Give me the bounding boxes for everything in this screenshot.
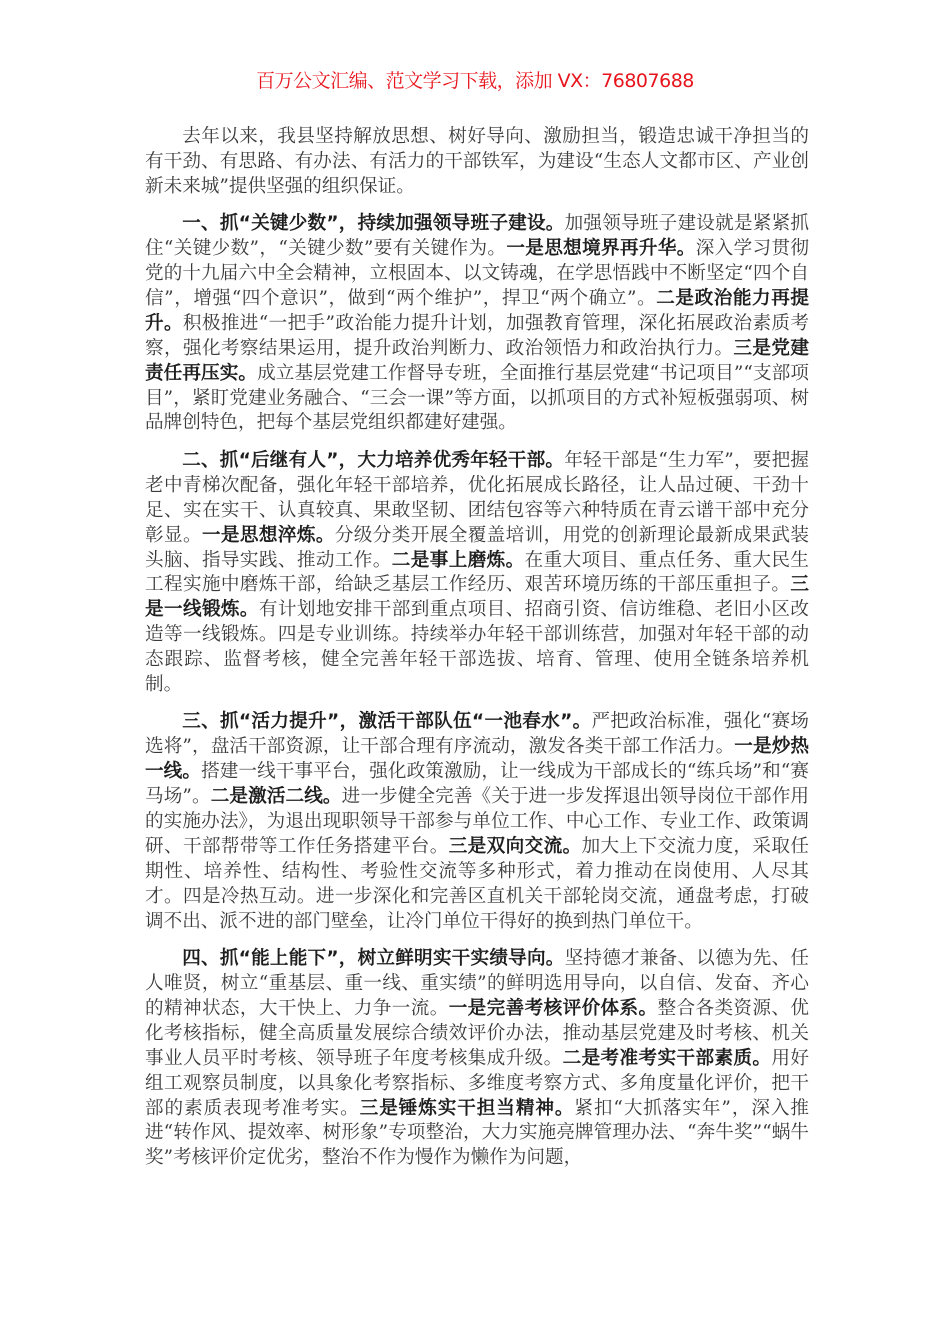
bold-heading-text: 三是锤炼实干担当精神。: [359, 1097, 575, 1119]
body-text: 深入学习贯彻党的十九届六中全会精神，立根固本、以文铸魂，在学思悟践中不断坚定“四个自信”，增强“四个意识”，做到“两个维护”，捍卫“两个确立”。: [145, 238, 809, 309]
body-text: 年轻干部是“生力军”，要把握老中青梯次配备，强化年轻干部培养，优化拓展成长路径，让人品过硬、干劲十足、实在实干、认真较真、果敢坚韧、团结包容等六种特质在青云谱干部中充分彰显。: [145, 449, 809, 546]
bold-heading-text: 三是党建责任再压实。: [145, 337, 809, 384]
body-text: 坚持德才兼备、以德为先、任人唯贤，树立“重基层、重一线、重实绩”的鲜明选用导向，以自信、发奋、齐心的精神状态，大干快上、力争一流。: [145, 948, 809, 1019]
body-text: 成立基层党建工作督导专班，全面推行基层党建“书记项目”“支部项目”，紧盯党建业务融合、“三会一课”等方面，以抓项目的方式补短板强弱项、树品牌创特色，把每个基层党组织都建好建强。: [145, 362, 809, 434]
paragraph: [145, 449, 809, 698]
watermark-banner: 百万公文汇编、范文学习下载，添加 VX：76807688: [256, 70, 694, 92]
body-text: 整合各类资源、优化考核指标，健全高质量发展综合绩效评价办法，推动基层党建及时考核、机关事业人员平时考核、领导班子年度考核集成升级。: [145, 997, 809, 1069]
bold-heading-text: 二是考准考实干部素质。: [562, 1047, 772, 1069]
body-text: 在重大项目、重点任务、重大民生工程实施中磨炼干部，给缺乏基层工作经历、艰苦环境历练的干部压重担子。: [145, 549, 809, 596]
body-text: 搭建一线干事平台，强化政策激励，让一线成为干部成长的“练兵场”和“赛马场”。: [145, 761, 809, 808]
paragraph: [145, 710, 809, 934]
bold-heading-text: 三是双向交流。: [448, 835, 582, 857]
bold-heading-text: 二是激活二线。: [210, 786, 342, 808]
body-text: 加大上下交流力度，采取任期性、培养性、结构性、考验性交流等多种形式，着力推动在岗使用、人尽其才。四是冷热互动。进一步深化和完善区直机关干部轮岗交流，通盘考虑，打破调不出、派不进的部门壁垒，让冷门单位干得好的换到热门单位干。: [145, 835, 809, 932]
body-text: 分级分类开展全覆盖培训，用党的创新理论最新成果武装头脑、指导实践、推动工作。: [145, 524, 809, 571]
paragraph: [145, 212, 809, 436]
body-text: 进一步健全完善《关于进一步发挥退出领导岗位干部作用的实施办法》，为退出现职领导干部参与单位工作、中心工作、专业工作、政策调研、干部帮带等工作任务搭建平台。: [145, 786, 809, 857]
paragraph: [145, 947, 809, 1171]
body-text: 积极推进“一把手”政治能力提升计划，加强教育管理，深化拓展政治素质考察，强化考察结果运用，提升政治判断力、政治领悟力和政治执行力。: [145, 312, 809, 359]
bold-heading-text: 三、抓“活力提升”，激活干部队伍“一池春水”。: [182, 711, 592, 733]
body-text: 用好组工观察员制度，以具象化考察指标、多维度考察方式、多角度量化评价，把干部的素质表现考准考实。: [145, 1047, 809, 1119]
paragraph: [145, 125, 809, 200]
bold-heading-text: 一是完善考核评价体系。: [448, 997, 658, 1019]
bold-heading-text: 二、抓“后继有人”，大力培养优秀年轻干部。: [182, 449, 565, 471]
bold-heading-text: 二是政治能力再提升。: [145, 287, 809, 334]
bold-heading-text: 一是思想境界再升华。: [506, 238, 696, 260]
body-text: 去年以来，我县坚持解放思想、树好导向、激励担当，锻造忠诚干净担当的有干劲、有思路、有办法、有活力的干部铁军，为建设“生态人文都市区、产业创新未来城”提供坚强的组织保证。: [145, 126, 809, 197]
document-body: [145, 125, 809, 1184]
body-text: 加强领导班子建设就是紧紧抓住“关键少数”，“关键少数”要有关键作为。: [145, 213, 809, 260]
bold-heading-text: 一、抓“关键少数”，持续加强领导班子建设。: [182, 213, 565, 235]
body-text: 紧扣“大抓落实年”，深入推进“转作风、提效率、树形象”专项整治，大力实施亮牌管理办法、“奔牛奖”“蜗牛奖”考核评价定优劣，整治不作为慢作为懒作为问题，: [145, 1097, 809, 1169]
bold-heading-text: 一是思想淬炼。: [201, 524, 335, 546]
bold-heading-text: 二是事上磨炼。: [391, 549, 525, 571]
bold-heading-text: 四、抓“能上能下”，树立鲜明实干实绩导向。: [182, 948, 565, 970]
body-text: 有计划地安排干部到重点项目、招商引资、信访维稳、老旧小区改造等一线锻炼。四是专业训练。持续举办年轻干部训练营，加强对年轻干部的动态跟踪、监督考核，健全完善年轻干部选拔、培育、管理、使用全链条培养机制。: [145, 599, 809, 696]
bold-heading-text: 一是炒热一线。: [145, 736, 809, 783]
bold-heading-text: 三是一线锻炼。: [145, 574, 809, 621]
body-text: 严把政治标准，强化“赛场选将”，盘活干部资源，让干部合理有序流动，激发各类干部工作活力。: [145, 711, 809, 758]
